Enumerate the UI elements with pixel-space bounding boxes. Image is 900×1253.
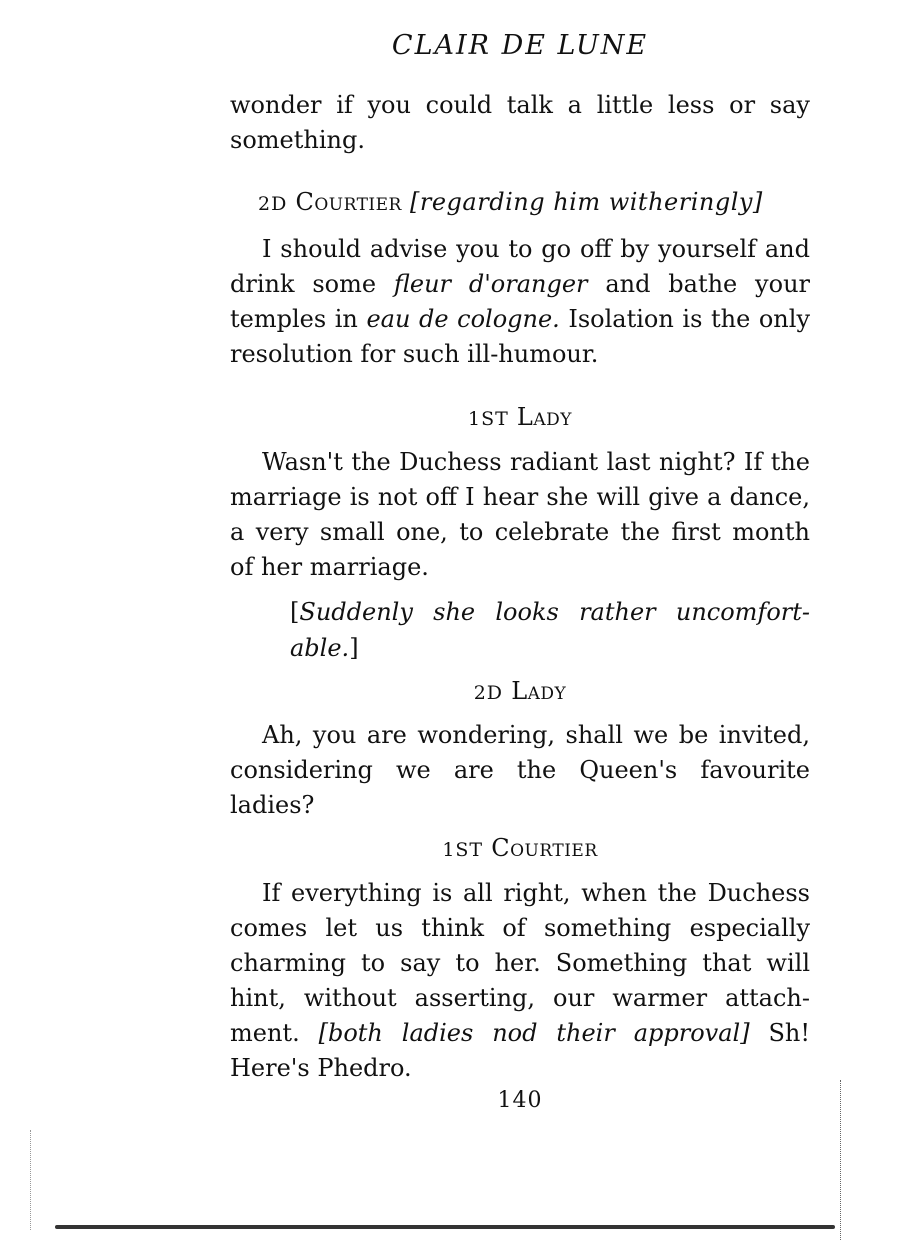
speaker-number: 1ST bbox=[442, 839, 484, 861]
text-line: wonder if you could talk a little less or say bbox=[230, 91, 810, 119]
speaker-number: 2D bbox=[473, 682, 504, 704]
page-edge-specks bbox=[840, 1080, 843, 1240]
speaker-heading bbox=[258, 188, 838, 216]
speech-text bbox=[230, 876, 810, 1086]
stage-direction-block bbox=[290, 594, 810, 666]
stage-direction: [regarding him witheringly] bbox=[410, 188, 763, 216]
speaker-name: Lady bbox=[516, 403, 572, 431]
speaker-heading bbox=[230, 677, 810, 705]
page-bottom-rule bbox=[55, 1225, 835, 1229]
speaker-heading bbox=[230, 403, 810, 431]
speaker-heading bbox=[230, 834, 810, 862]
page-number: 140 bbox=[497, 1088, 543, 1113]
speaker-number: 1ST bbox=[468, 408, 509, 430]
speech-text-part: Sh! Here's Phedro. bbox=[230, 1019, 811, 1082]
speaker-name: Lady bbox=[511, 677, 567, 705]
speech-text-part: If everything is all right, when the Duchess comes let us think of something especially charming to say to her. Something that will hint, without asserting, our warmer attach-ment. bbox=[230, 879, 810, 1047]
speech-text: Ah, you are wondering, shall we be invited, considering we are the Queen's favourite ladies? bbox=[230, 721, 810, 819]
bracket: [ bbox=[290, 598, 300, 626]
speaker-name: Courtier bbox=[491, 834, 598, 862]
stage-direction: Suddenly she looks rather uncomfort-able. bbox=[290, 598, 810, 662]
running-header: CLAIR DE LUNE bbox=[391, 30, 649, 61]
speech-text bbox=[230, 232, 810, 372]
italic-phrase: fleur d'oranger bbox=[393, 270, 588, 298]
speaker-name: Courtier bbox=[295, 188, 402, 216]
speech-text-part: and bathe your temples in bbox=[230, 270, 810, 333]
speech-text-part: Isolation is the only resolution for such ill-humour. bbox=[230, 305, 810, 368]
speech-text-part: I should advise you to go off by yourself and drink some bbox=[230, 235, 810, 298]
italic-phrase: eau de cologne. bbox=[366, 305, 560, 333]
bracket: ] bbox=[349, 634, 359, 662]
page-edge-specks bbox=[30, 1130, 33, 1230]
speaker-number: 2D bbox=[258, 193, 288, 215]
stage-direction: [both ladies nod their approval] bbox=[318, 1019, 750, 1047]
continued-speech bbox=[230, 88, 810, 158]
text-line: something. bbox=[230, 126, 365, 154]
speech-text: Wasn't the Duchess radiant last night? If the marriage is not off I hear she will give a dance, a very small one, to celebrate the first month of her marriage. bbox=[230, 448, 810, 581]
